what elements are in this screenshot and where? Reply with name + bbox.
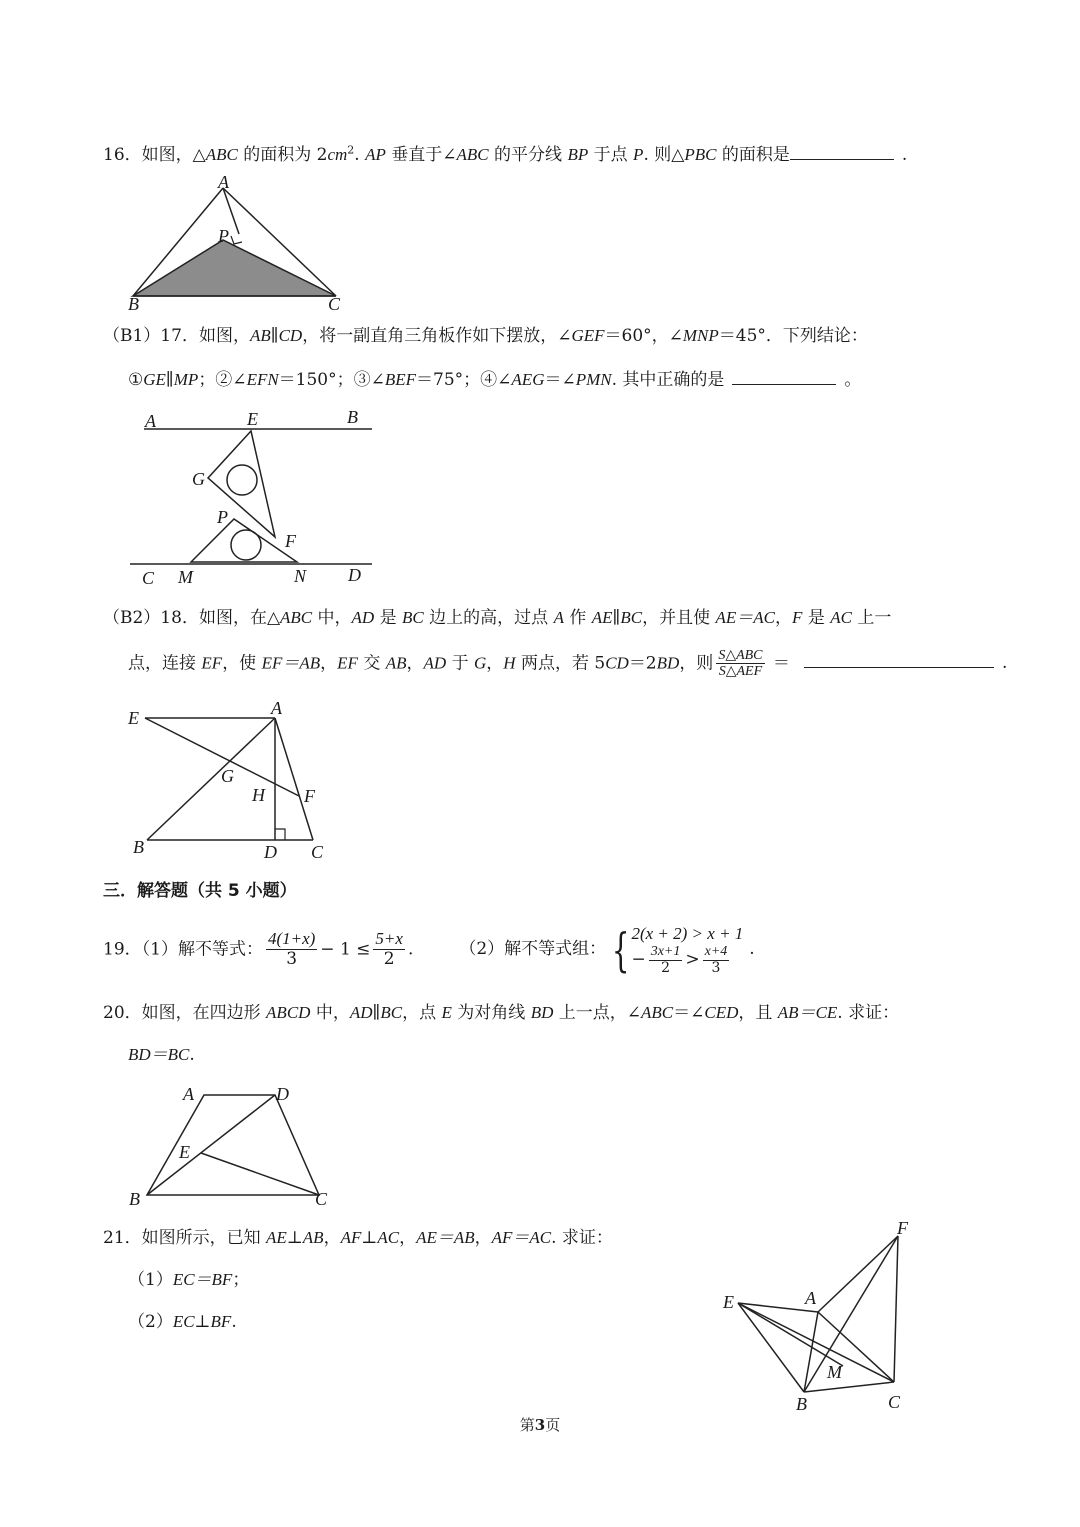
label-P: P: [218, 226, 229, 246]
label-E: E: [723, 1292, 734, 1312]
question-21-part1: （1）EC＝BF；: [128, 1270, 250, 1290]
question-20-line2: BD＝BC.: [128, 1045, 195, 1065]
question-19: 19．（1）解不等式： $\frac{4(1+x)}{3}$ − 1 ≤ $\frac{5+x}{2}$ . （2）解不等式组： { 2(x + 2) > x + 1 − $\frac{3x+1}{2}$ > $\frac{x+4}{3}$ .: [103, 922, 755, 977]
question-20-line1: 20．如图，在四边形 ABCD 中，AD∥BC，点 E 为对角线 BD 上一点，∠ABC＝∠CED，且 AB＝CE. 求证：: [103, 1003, 900, 1023]
fraction-4-1plusx-over-3: $\frac{4(1+x)}{3}$: [267, 929, 316, 970]
label-F: F: [897, 1218, 908, 1238]
figure-20: [125, 1082, 355, 1212]
label-A: A: [271, 698, 282, 718]
label-E: E: [247, 409, 258, 429]
page-number: 3: [534, 1416, 546, 1434]
answer-blank-18[interactable]: [804, 651, 994, 668]
label-F: F: [285, 531, 296, 551]
label-G: G: [221, 766, 234, 786]
answer-blank-16[interactable]: [790, 143, 894, 160]
label-D: D: [348, 565, 361, 585]
question-18-line2: 点，连接 EF，使 EF＝AB，EF 交 AB，AD 于 G，H 两点，若 5CD＝2BD，则 $\frac{\text{S△ABC}}{\text{S△AEF}}$ ＝ .: [128, 648, 1008, 680]
label-B: B: [796, 1394, 807, 1414]
label-F: F: [304, 786, 315, 806]
label-B: B: [129, 1189, 140, 1209]
label-M: M: [178, 567, 193, 587]
label-A: A: [805, 1288, 816, 1308]
fraction-5plusx-over-2: $\frac{5+x}{2}$: [375, 929, 403, 970]
question-18-line1: （B2）18．如图，在△ABC 中，AD 是 BC 边上的高，过点 A 作 AE∥BC，并且使 AE＝AC，F 是 AC 上一: [103, 608, 892, 628]
label-P: P: [217, 507, 228, 527]
label-D: D: [264, 842, 277, 862]
system-brace: {: [612, 922, 630, 977]
shaded-triangle-pbc: [133, 240, 336, 296]
label-B: B: [347, 407, 358, 427]
question-17-line2: ①GE∥MP；②∠EFN＝150°；③∠BEF＝75°；④∠AEG＝∠PMN. 其中正确的是 。: [128, 370, 862, 390]
label-A: A: [145, 411, 156, 431]
label-C: C: [328, 294, 341, 314]
label-C: C: [315, 1189, 328, 1209]
figure-18: [125, 700, 355, 865]
question-21-line1: 21．如图所示，已知 AE⊥AB，AF⊥AC，AE＝AB，AF＝AC. 求证：: [103, 1228, 613, 1248]
label-B: B: [128, 294, 139, 314]
question-21-part2: （2）EC⊥BF.: [128, 1312, 237, 1332]
label-H: H: [252, 785, 265, 805]
page-footer: 第3页: [519, 1416, 561, 1434]
label-E: E: [128, 708, 139, 728]
label-C: C: [311, 842, 324, 862]
label-E: E: [179, 1142, 190, 1162]
label-C: C: [888, 1392, 901, 1412]
label-D: D: [276, 1084, 289, 1104]
section-heading: 三．解答题（共 5 小题）: [103, 881, 297, 901]
figure-16: [120, 170, 380, 314]
label-A: A: [183, 1084, 194, 1104]
figure-17: [125, 403, 385, 593]
label-B: B: [133, 837, 144, 857]
figure-21: [720, 1218, 930, 1418]
label-A: A: [218, 172, 229, 192]
label-C: C: [142, 568, 155, 588]
inequality-system: 2(x + 2) > x + 1 − $\frac{3x+1}{2}$ > $\frac{x+4}{3}$: [631, 924, 744, 976]
label-M: M: [827, 1362, 842, 1382]
label-N: N: [294, 566, 307, 586]
answer-blank-17[interactable]: [732, 368, 836, 385]
label-G: G: [192, 469, 205, 489]
area-ratio-fraction: $\frac{\text{S△ABC}}{\text{S△AEF}}$: [718, 648, 763, 680]
question-17-line1: （B1）17．如图，AB∥CD，将一副直角三角板作如下摆放，∠GEF＝60°，∠MNP＝45°．下列结论：: [103, 326, 868, 346]
question-16: 16．如图，△ABC 的面积为 $2cm^2$. AP 垂直于∠ABC 的平分线 BP 于点 P. 则△PBC 的面积是 .: [103, 143, 908, 165]
